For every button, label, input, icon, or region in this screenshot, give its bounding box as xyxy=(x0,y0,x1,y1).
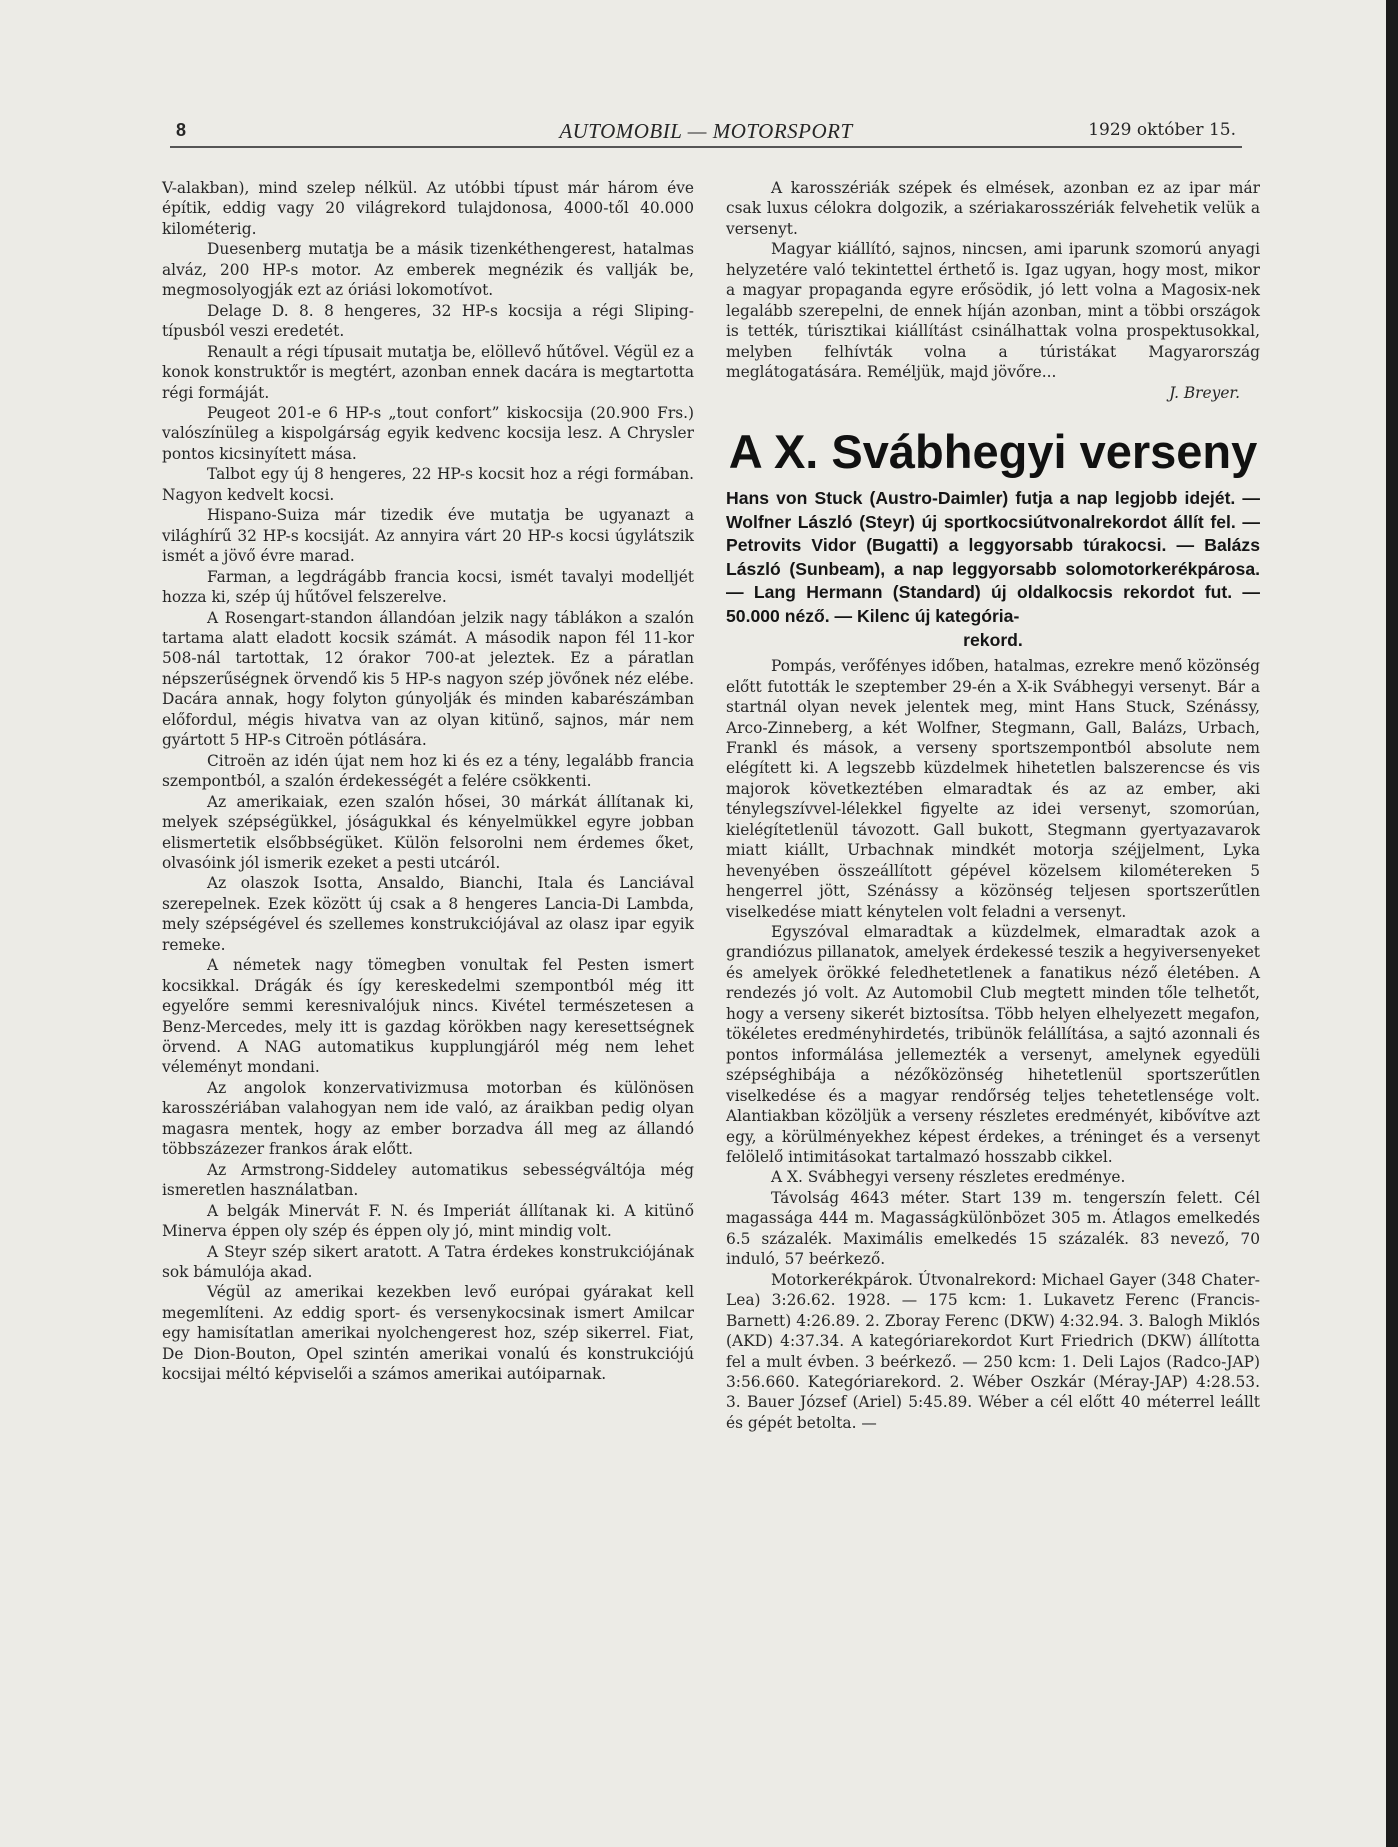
running-header xyxy=(170,118,1242,148)
author-signature: J. Breyer. xyxy=(1169,383,1240,402)
publication-title: AUTOMOBIL — MOTORSPORT xyxy=(559,119,853,143)
paragraph: Hispano-Suiza már tizedik éve mutatja be ugyanazt a világhírű 32 HP-s kocsiját. Az annyira várt 20 HP-s kocsi úgylátszik ismét a jövő évre marad. xyxy=(162,506,694,566)
paragraph: Végül az amerikai kezekben levő európai gyárakat kell megemlíteni. Az eddig sport- és versenykocsinak ismert Amilcar egy hamisítatlan amerikai nyolchengerest hoz, szép sikerrel. Fiat, De Dion-Bouton, Opel szintén amerikai vonalú és konstrukciójú kocsijai méltó képviselői a számos amerikai autóiparnak. xyxy=(162,1283,694,1384)
paragraph: Peugeot 201-e 6 HP-s „tout confort” kiskocsija (20.900 Frs.) valószínüleg a kispolgárság egyik kedvenc kocsija lesz. A Chrysler pontos kicsinyített mása. xyxy=(162,403,694,463)
article-subheadline xyxy=(726,487,1260,652)
paragraph: Magyar kiállító, sajnos, nincsen, ami iparunk szomorú anyagi helyzetére való tekintettel érthető is. Igaz ugyan, hogy most, mikor a magyar propaganda egyre erősödik, jó lett volna a Magosix-nek legalább szerepelni, de ennek híján azonban, mint a többi országok is tették, túrisztikai kiállítást csinálhattak volna prospektusokkal, melyben felhívták volna a túristákat Magyarország meglátogatására. Reméljük, majd jövőre... xyxy=(726,240,1260,382)
issue-date: 1929 október 15. xyxy=(1088,120,1236,140)
paragraph: Farman, a legdrágább francia kocsi, ismét tavalyi modelljét hozza ki, szép új hűtővel felszerelve. xyxy=(162,567,694,607)
page-number: 8 xyxy=(176,120,187,140)
paragraph: Az amerikaiak, ezen szalón hősei, 30 márkát állítanak ki, melyek szépségükkel, jóságukkal és kényelmükkel egyre jobban elismertetik elsőbbségüket. Külön felsorolni nem érdemes őket, olvasóink jól ismerik ezeket a pesti utcáról. xyxy=(162,792,694,872)
paragraph: Egyszóval elmaradtak a küzdelmek, elmaradtak azok a grandiózus pillanatok, amelyek érdekessé teszik a hegyiversenyeket és amelyek örökké feledhetetlenek a fanatikus néző életében. A rendezés jó volt. Az Automobil Club megtett minden tőle telhetőt, hogy a verseny sikerét biztosítsa. Több helyen elhelyezett megafon, tökéletes eredményhirdetés, tribünök felállítása, a sajtó azonnali és pontos informálása jellemezték a versenyt, amelynek egyedüli szépséghibája a nézőközönség hihetetlenül sportszerűtlen viselkedése és a magyar rendőrség teljes tehetetlensége volt. Alantiakban közöljük a verseny részletes eredményét, kibővítve azt egy, a körülményekhez képest érdekes, a tréninget és a versenyt felölelő intimitásokat tartalmazó hosszabb cikkel. xyxy=(726,923,1260,1167)
paragraph: Az Armstrong-Siddeley automatikus sebességváltója még ismeretlen használatban. xyxy=(162,1160,694,1200)
paragraph: Citroën az idén újat nem hoz ki és ez a tény, legalább francia szempontból, a szalón érdekességét a felére csökkenti. xyxy=(162,751,694,791)
left-column xyxy=(162,178,694,1385)
paragraph: Talbot egy új 8 hengeres, 22 HP-s kocsit hoz a régi formában. Nagyon kedvelt kocsi. xyxy=(162,465,694,504)
paragraph: Delage D. 8. 8 hengeres, 32 HP-s kocsija a régi Sliping-típusból veszi eredetét. xyxy=(162,301,694,341)
paragraph: A németek nagy tömegben vonultak fel Pesten ismert kocsikkal. Drágák és így kereskedelmi szempontból még itt egyelőre semmi keresnivalójuk nincs. Kivétel természetesen a Benz-Mercedes, mely itt is gazdag körökben nagy keresettségnek örvend. A NAG automatikus kupplungjáról még nem lehet véleményt mondani. xyxy=(162,956,694,1077)
paragraph: Motorkerékpárok. Útvonalrekord: Michael Gayer (348 Chater-Lea) 3:26.62. 1928. — 175 kcm: 1. Lukavetz Ferenc (Francis-Barnett) 4:26.89. 2. Zboray Ferenc (DKW) 4:32.94. 3. Balogh Miklós (AKD) 4:37.34. A kategóriarekordot Kurt Friedrich (DKW) állította fel a mult évben. 3 beérkező. — 250 kcm: 1. Deli Lajos (Radco-JAP) 3:56.660. Kategóriarekord. 2. Wéber Oszkár (Méray-JAP) 4:28.53. 3. Bauer József (Ariel) 5:45.89. Wéber a cél előtt 40 méterrel leállt és gépét betolta. — xyxy=(726,1270,1260,1432)
page-edge-shadow xyxy=(1386,0,1398,1847)
paragraph: Duesenberg mutatja be a másik tizenkéthengerest, hatalmas alváz, 200 HP-s motor. Az emberek megnézik és vallják be, megmosolyogják ezt az óriási lokomotívot. xyxy=(162,240,694,300)
paragraph: A belgák Minervát F. N. és Imperiát állítanak ki. A kitünő Minerva éppen oly szép és éppen oly jó, mint mindig volt. xyxy=(162,1201,694,1241)
right-column xyxy=(726,178,1260,1433)
paragraph: V-alakban), mind szelep nélkül. Az utóbbi típust már három éve építik, eddig vagy 20 világrekord tulajdonosa, 4000-től 40.000 kilométerig. xyxy=(162,179,694,238)
paragraph: Az angolok konzervativizmusa motorban és különösen karosszériában valahogyan nem ide való, az áraikban pedig olyan magasra mentek, hogy az ember borzadva áll meg az állandó többszázezer frankos árak előtt. xyxy=(162,1078,694,1159)
subheadline-text: Hans von Stuck (Austro-Daimler) futja a nap legjobb idejét. — Wolfner László (Steyr) új sportkocsiútvonalrekordot állít fel. — Petrovits Vidor (Bugatti) a leggyorsabb túrakocsi. — Balázs László (Sunbeam), a nap leggyorsabb solomotorkerékpárosa. — Lang Hermann (Standard) új oldalkocsis rekordot fut. — 50.000 néző. — Kilenc új kategória- xyxy=(726,487,1260,626)
article-headline: A X. Svábhegyi verseny xyxy=(728,424,1258,478)
paragraph: A Rosengart-standon állandóan jelzik nagy táblákon a szalón tartama alatt eladott kocsik számát. A második napon fél 11-kor 508-nál tartottak, 12 órakor 700-at jeleztek. Ez a páratlan népszerűségnek örvendő kis 5 HP-s nagyon szép jövőnek néz elébe. Dacára annak, hogy folyton gúnyolják és minden kabarészámban előfordul, mégis hivatva van az olyan kitünő, sajnos, már nem gyártott 5 HP-s Citroën pótlására. xyxy=(162,608,694,750)
paragraph: A Steyr szép sikert aratott. A Tatra érdekes konstrukciójának sok bámulója akad. xyxy=(162,1242,694,1282)
subheadline-end: rekord. xyxy=(963,629,1023,650)
paragraph: Távolság 4643 méter. Start 139 m. tengerszín felett. Cél magassága 444 m. Magasságkülönbözet 305 m. Átlagos emelkedés 6.5 százalék. Maximális emelkedés 15 százalék. 83 nevező, 70 induló, 57 beérkező. xyxy=(726,1188,1260,1269)
paragraph: Pompás, verőfényes időben, hatalmas, ezrekre menő közönség előtt futották le szeptember 29-én a X-ik Svábhegyi versenyt. Bár a startnál olyan nevek jelentek meg, mint Hans Stuck, Szénássy, Arco-Zinneberg, a két Wolfner, Stegmann, Gall, Balázs, Urbach, Frankl és mások, a verseny sportszempontból absolute nem elégített ki. A legszebb küzdelmek hihetetlen balszerencse és vis majorok következtében elmaradtak és az az ember, aki ténylegszívvel-lélekkel figyelte az idei versenyt, szomorúan, kielégítetlenül távozott. Gall bukott, Stegmann gyertyazavarok miatt kiállt, Urbachnak mindkét motorja széjjelment, Lyka hevenyében összeállított gépével közelsem kilométereken 5 hengerrel jött, Szénássy a közönség teljesen sportszerűtlen viselkedése miatt kénytelen volt feladni a versenyt. xyxy=(726,657,1260,921)
paragraph: Az olaszok Isotta, Ansaldo, Bianchi, Itala és Lanciával szerepelnek. Ezek között új csak a 8 hengeres Lancia-Di Lambda, mely szépségével és szellemes konstrukciójával az olasz ipar egyik remeke. xyxy=(162,874,694,954)
paragraph: A X. Svábhegyi verseny részletes eredménye. xyxy=(771,1168,1126,1187)
paragraph: A karosszériák szépek és elmések, azonban ez az ipar már csak luxus célokra dolgozik, a szériakarosszériák felvehetik velük a versenyt. xyxy=(726,179,1260,238)
paragraph: Renault a régi típusait mutatja be, elöllevő hűtővel. Végül ez a konok konstruktőr is megtért, azonban ennek dacára is megtartotta régi formáját. xyxy=(162,342,694,402)
